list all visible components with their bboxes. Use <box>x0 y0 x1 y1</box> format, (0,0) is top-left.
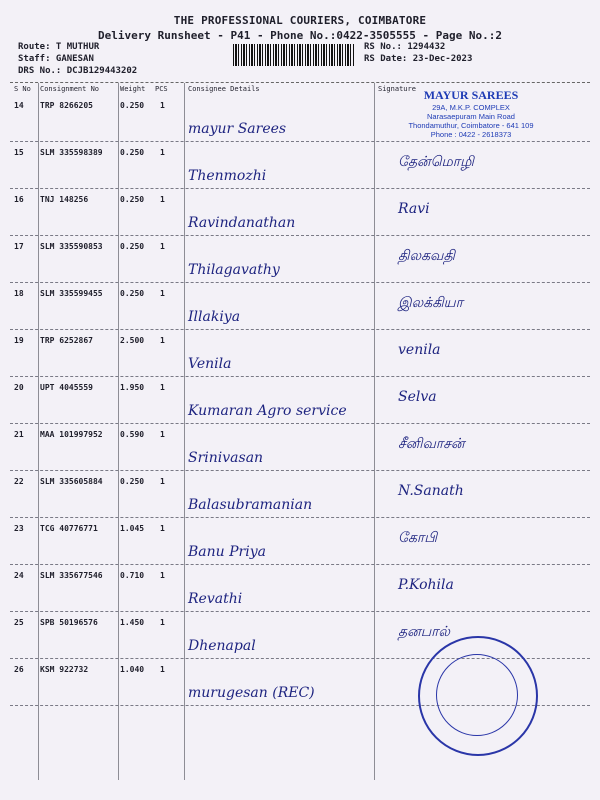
row-consignee: Thenmozhi <box>188 168 267 184</box>
stamp-line: Narasaepuram Main Road <box>427 112 515 121</box>
row-weight: 2.500 <box>120 336 145 345</box>
row-consignee: Dhenapal <box>188 638 256 654</box>
row-sno: 22 <box>14 477 24 486</box>
row-pcs: 1 <box>160 101 165 110</box>
row-signature: P.Kohila <box>398 577 454 593</box>
row-pcs: 1 <box>160 336 165 345</box>
stamp-line: Phone : 0422 - 2618373 <box>430 130 512 139</box>
row-consignment: SLM 335605884 <box>40 477 103 486</box>
table-row <box>10 332 590 377</box>
row-pcs: 1 <box>160 477 165 486</box>
row-consignee: Thilagavathy <box>188 262 280 278</box>
row-sno: 26 <box>14 665 24 674</box>
row-consignee: Kumaran Agro service <box>188 403 347 419</box>
row-sno: 21 <box>14 430 24 439</box>
row-pcs: 1 <box>160 289 165 298</box>
stamp-line: 29A, M.K.P. COMPLEX <box>432 103 510 112</box>
row-weight: 0.250 <box>120 289 145 298</box>
table-row <box>10 285 590 330</box>
row-consignee: Balasubramanian <box>188 497 313 513</box>
row-pcs: 1 <box>160 665 165 674</box>
table-row <box>10 144 590 189</box>
col-pcs: PCS <box>155 85 168 93</box>
college-seal <box>418 636 538 756</box>
row-consignee: Venila <box>188 356 232 372</box>
barcode <box>233 44 355 66</box>
row-consignee: Illakiya <box>188 309 241 325</box>
table-row <box>10 520 590 565</box>
row-signature: தனபால் <box>398 624 451 640</box>
row-pcs: 1 <box>160 195 165 204</box>
table-row <box>10 191 590 236</box>
runsheet-subtitle: Delivery Runsheet - P41 - Phone No.:0422-3505555 - Page No.:2 <box>98 29 502 42</box>
table-row <box>10 379 590 424</box>
row-consignee: mayur Sarees <box>188 121 287 137</box>
row-sno: 14 <box>14 101 24 110</box>
row-sno: 19 <box>14 336 24 345</box>
row-signature: சீனிவாசன் <box>398 436 465 452</box>
row-weight: 0.590 <box>120 430 145 439</box>
row-consignee: Ravindanathan <box>188 215 296 231</box>
table-row <box>10 473 590 518</box>
row-consignee: Revathi <box>188 591 243 607</box>
col-consignee: Consignee Details <box>188 85 260 93</box>
row-pcs: 1 <box>160 524 165 533</box>
row-signature: Selva <box>398 389 437 405</box>
row-sno: 17 <box>14 242 24 251</box>
row-weight: 0.250 <box>120 148 145 157</box>
row-signature: திலகவதி <box>398 248 455 264</box>
row-consignee: murugesan (REC) <box>188 685 315 701</box>
row-consignment: SLM 335599455 <box>40 289 103 298</box>
row-sno: 15 <box>14 148 24 157</box>
row-sno: 24 <box>14 571 24 580</box>
route-label: Route: T MUTHUR <box>18 42 100 52</box>
stamp-line: Thondamuthur, Coimbatore - 641 109 <box>408 121 534 130</box>
row-pcs: 1 <box>160 383 165 392</box>
row-consignee: Srinivasan <box>188 450 264 466</box>
row-consignment: SLM 335598389 <box>40 148 103 157</box>
row-weight: 0.250 <box>120 242 145 251</box>
row-sno: 23 <box>14 524 24 533</box>
row-consignment: KSM 922732 <box>40 665 89 674</box>
stamp-name: MAYUR SAREES <box>423 88 519 102</box>
row-consignment: TNJ 148256 <box>40 195 89 204</box>
table-row <box>10 238 590 283</box>
row-weight: 0.250 <box>120 101 145 110</box>
staff-label: Staff: GANESAN <box>18 54 94 64</box>
row-consignment: SPB 50196576 <box>40 618 98 627</box>
row-sno: 16 <box>14 195 24 204</box>
row-weight: 1.450 <box>120 618 145 627</box>
col-consignment: Consignment No <box>40 85 100 93</box>
row-signature: Ravi <box>398 201 430 217</box>
drs-label: DRS No.: DCJB129443202 <box>18 66 138 76</box>
company-title: THE PROFESSIONAL COURIERS, COIMBATORE <box>173 14 427 27</box>
row-signature: N.Sanath <box>398 483 464 499</box>
row-consignment: TRP 8266205 <box>40 101 93 110</box>
rs-number: RS No.: 1294432 <box>364 42 446 52</box>
row-signature: தேன்மொழி <box>398 154 474 170</box>
row-signature: கோபி <box>398 530 437 546</box>
table-row <box>10 97 590 142</box>
table-row <box>10 426 590 471</box>
row-weight: 1.045 <box>120 524 145 533</box>
rs-date: RS Date: 23-Dec-2023 <box>364 54 473 64</box>
row-signature: இலக்கியா <box>398 295 463 311</box>
row-pcs: 1 <box>160 242 165 251</box>
row-weight: 0.710 <box>120 571 145 580</box>
row-consignment: UPT 4045559 <box>40 383 93 392</box>
row-pcs: 1 <box>160 430 165 439</box>
row-signature: venila <box>398 342 441 358</box>
row-consignment: TCG 40776771 <box>40 524 98 533</box>
row-sno: 25 <box>14 618 24 627</box>
row-weight: 0.250 <box>120 477 145 486</box>
col-signature: Signature <box>378 85 416 93</box>
row-pcs: 1 <box>160 571 165 580</box>
row-consignment: MAA 101997952 <box>40 430 103 439</box>
table-row <box>10 567 590 612</box>
row-consignment: SLM 335590853 <box>40 242 103 251</box>
row-pcs: 1 <box>160 618 165 627</box>
col-weight: Weight <box>120 85 146 93</box>
row-consignee: Banu Priya <box>188 544 266 560</box>
col-sno: S No <box>14 85 31 93</box>
row-weight: 0.250 <box>120 195 145 204</box>
row-consignment: SLM 335677546 <box>40 571 103 580</box>
row-weight: 1.950 <box>120 383 145 392</box>
row-sno: 20 <box>14 383 24 392</box>
row-consignment: TRP 6252867 <box>40 336 93 345</box>
row-pcs: 1 <box>160 148 165 157</box>
row-weight: 1.040 <box>120 665 145 674</box>
row-sno: 18 <box>14 289 24 298</box>
top-rule <box>10 82 590 83</box>
